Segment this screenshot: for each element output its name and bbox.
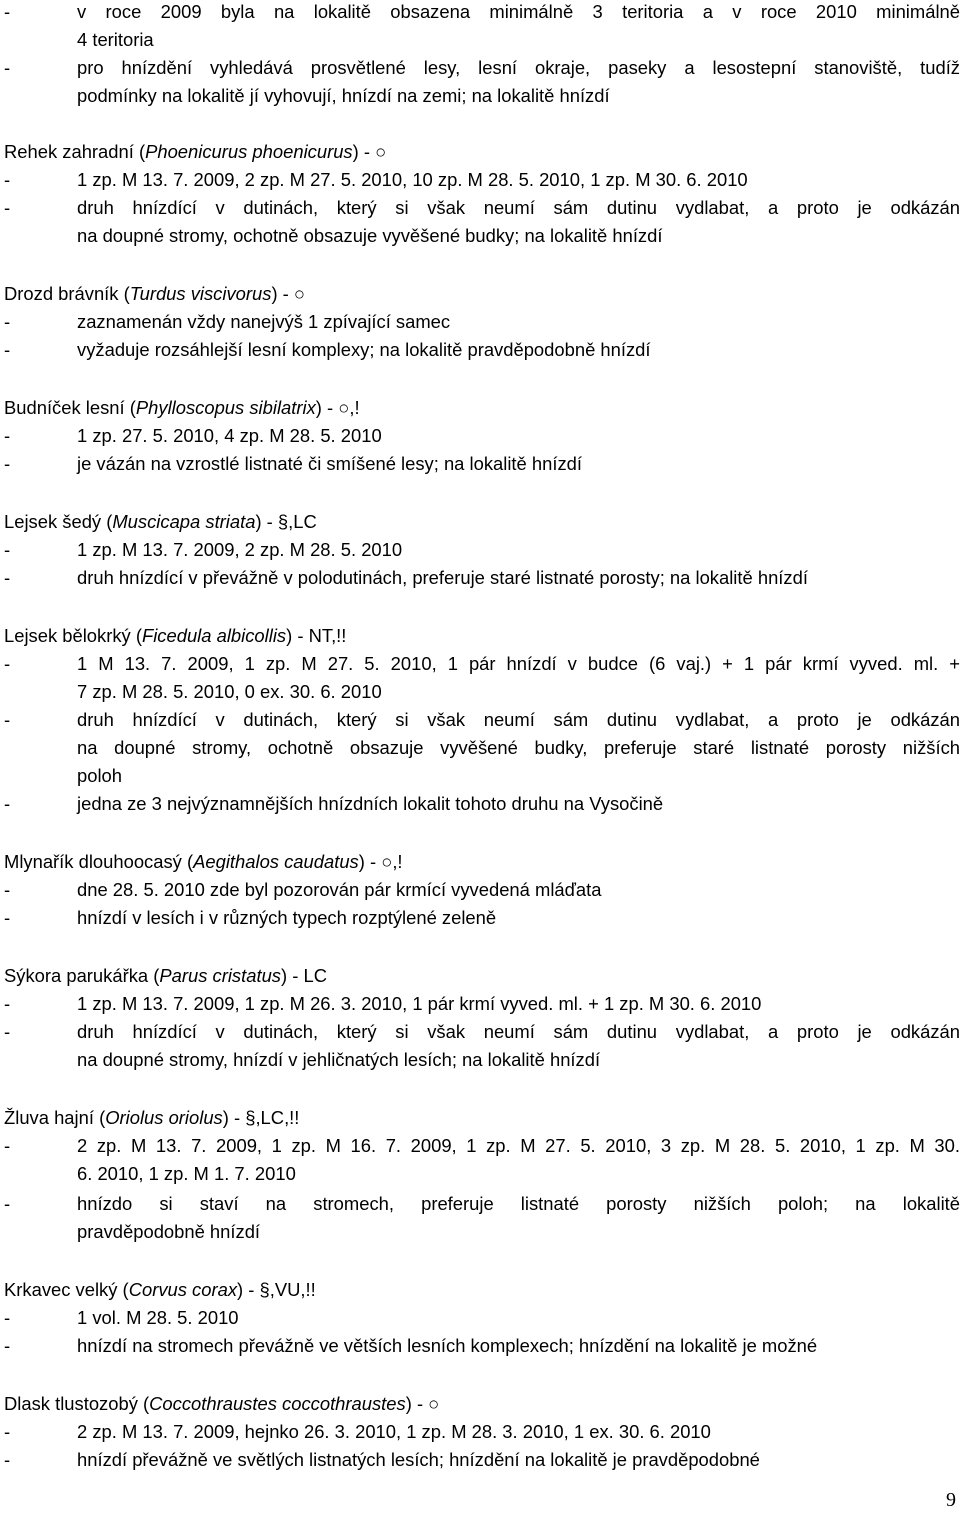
- species-heading: [4, 1276, 316, 1304]
- species-common-name: Lejsek bělokrký (: [4, 625, 142, 646]
- bullet-item: [4, 650, 960, 678]
- bullet-text: druh hnízdící v převážně v polodutinách, preferuje staré listnaté porosty; na lokalitě hnízdí: [77, 567, 808, 588]
- species-latin-name: Ficedula albicollis: [141, 625, 287, 646]
- species-latin-name: Aegithalos caudatus: [193, 851, 359, 872]
- species-heading: [4, 1104, 299, 1132]
- bullet-dash: -: [4, 1021, 11, 1042]
- bullet-text: 1 M 13. 7. 2009, 1 zp. M 27. 5. 2010, 1 pár hnízdí v budce (6 vaj.) + 1 pár krmí vyved. ml. +: [77, 653, 960, 674]
- bullet-dash: -: [4, 879, 11, 900]
- bullet-item: [4, 0, 960, 26]
- bullet-text: 4 teritoria: [77, 29, 154, 50]
- species-heading: [4, 280, 305, 308]
- bullet-dash: -: [4, 907, 11, 928]
- species-latin-name: Phylloscopus sibilatrix: [135, 397, 316, 418]
- species-status: ) - ○: [352, 141, 387, 162]
- bullet-text: v roce 2009 byla na lokalitě obsazena minimálně 3 teritoria a v roce 2010 minimálně: [77, 1, 960, 22]
- bullet-dash: -: [4, 453, 11, 474]
- bullet-dash: -: [4, 311, 11, 332]
- species-heading: [4, 508, 317, 536]
- bullet-dash: -: [4, 339, 11, 360]
- species-common-name: Rehek zahradní (: [4, 141, 146, 162]
- bullet-text: druh hnízdící v dutinách, který si však neumí sám dutinu vydlabat, a proto je odkázán: [77, 1021, 960, 1042]
- bullet-item: [4, 1190, 960, 1218]
- species-latin-name: Corvus corax: [128, 1279, 238, 1300]
- species-latin-name: Turdus viscivorus: [129, 283, 272, 304]
- species-common-name: Žluva hajní (: [4, 1107, 106, 1128]
- bullet-item: [4, 54, 960, 82]
- bullet-dash: -: [4, 1, 11, 22]
- bullet-text: 2 zp. M 13. 7. 2009, hejnko 26. 3. 2010, 1 zp. M 28. 3. 2010, 1 ex. 30. 6. 2010: [77, 1421, 711, 1442]
- bullet-text: druh hnízdící v dutinách, který si však neumí sám dutinu vydlabat, a proto je odkázán: [77, 197, 960, 218]
- bullet-dash: -: [4, 993, 11, 1014]
- species-status: ) - §,LC,!!: [222, 1107, 300, 1128]
- bullet-text: dne 28. 5. 2010 zde byl pozorován pár krmící vyvedená mláďata: [77, 879, 602, 900]
- species-latin-name: Parus cristatus: [159, 965, 281, 986]
- bullet-text: 1 zp. 27. 5. 2010, 4 zp. M 28. 5. 2010: [77, 425, 382, 446]
- species-status: ) - ○,!: [315, 397, 360, 418]
- bullet-item: [4, 1018, 960, 1046]
- bullet-dash: -: [4, 793, 11, 814]
- bullet-text: zaznamenán vždy nanejvýš 1 zpívající samec: [77, 311, 451, 332]
- bullet-dash: -: [4, 1193, 11, 1214]
- bullet-text: na doupné stromy, ochotně obsazuje vyvěšené budky, preferuje staré listnaté porosty nižších: [77, 737, 960, 758]
- bullet-dash: -: [4, 1135, 11, 1156]
- bullet-dash: -: [4, 653, 11, 674]
- bullet-text: hnízdí převážně ve světlých listnatých lesích; hnízdění na lokalitě je pravděpodobné: [77, 1449, 760, 1470]
- species-common-name: Dlask tlustozobý (: [4, 1393, 150, 1414]
- bullet-text: na doupné stromy, ochotně obsazuje vyvěšené budky; na lokalitě hnízdí: [77, 225, 663, 246]
- bullet-dash: -: [4, 1421, 11, 1442]
- species-latin-name: Coccothraustes coccothraustes: [149, 1393, 406, 1414]
- bullet-text: 1 vol. M 28. 5. 2010: [77, 1307, 239, 1328]
- species-common-name: Sýkora parukářka (: [4, 965, 160, 986]
- species-common-name: Krkavec velký (: [4, 1279, 129, 1300]
- bullet-dash: -: [4, 197, 11, 218]
- bullet-dash: -: [4, 425, 11, 446]
- species-heading: [4, 138, 386, 166]
- species-heading: [4, 622, 346, 650]
- species-status: ) - LC: [281, 965, 327, 986]
- species-common-name: Budníček lesní (: [4, 397, 136, 418]
- bullet-text: pravděpodobně hnízdí: [77, 1221, 261, 1242]
- species-heading: [4, 962, 327, 990]
- species-latin-name: Oriolus oriolus: [105, 1107, 223, 1128]
- bullet-text: 1 zp. M 13. 7. 2009, 1 zp. M 26. 3. 2010, 1 pár krmí vyved. ml. + 1 zp. M 30. 6. 2010: [77, 993, 762, 1014]
- species-status: ) - NT,!!: [286, 625, 347, 646]
- bullet-dash: -: [4, 1449, 11, 1470]
- bullet-dash: -: [4, 567, 11, 588]
- bullet-text: jedna ze 3 nejvýznamnějších hnízdních lokalit tohoto druhu na Vysočině: [77, 793, 664, 814]
- bullet-text: podmínky na lokalitě jí vyhovují, hnízdí na zemi; na lokalitě hnízdí: [77, 85, 610, 106]
- bullet-text: je vázán na vzrostlé listnaté či smíšené lesy; na lokalitě hnízdí: [77, 453, 582, 474]
- species-heading: [4, 1390, 439, 1418]
- bullet-text: na doupné stromy, hnízdí v jehličnatých lesích; na lokalitě hnízdí: [77, 1049, 601, 1070]
- bullet-text: poloh: [77, 765, 122, 786]
- page-number: 9: [946, 1489, 956, 1511]
- bullet-text: 1 zp. M 13. 7. 2009, 2 zp. M 28. 5. 2010: [77, 539, 403, 560]
- species-status: ) - ○,!: [358, 851, 403, 872]
- bullet-text: 6. 2010, 1 zp. M 1. 7. 2010: [77, 1163, 296, 1184]
- bullet-text: 2 zp. M 13. 7. 2009, 1 zp. M 16. 7. 2009, 1 zp. M 27. 5. 2010, 3 zp. M 28. 5. 2010, 1 zp. M 30.: [77, 1135, 960, 1156]
- species-status: ) - §,VU,!!: [237, 1279, 316, 1300]
- bullet-text: 1 zp. M 13. 7. 2009, 2 zp. M 27. 5. 2010, 10 zp. M 28. 5. 2010, 1 zp. M 30. 6. 2010: [77, 169, 748, 190]
- species-latin-name: Phoenicurus phoenicurus: [145, 141, 353, 162]
- bullet-dash: -: [4, 1307, 11, 1328]
- bullet-dash: -: [4, 539, 11, 560]
- species-status: ) - ○: [405, 1393, 440, 1414]
- species-common-name: Lejsek šedý (: [4, 511, 113, 532]
- bullet-dash: -: [4, 169, 11, 190]
- species-heading: [4, 394, 360, 422]
- bullet-text: hnízdí v lesích i v různých typech rozptýlené zeleně: [77, 907, 497, 928]
- bullet-dash: -: [4, 57, 11, 78]
- bullet-continuation: [4, 734, 960, 762]
- species-heading: [4, 848, 403, 876]
- species-latin-name: Muscicapa striata: [112, 511, 256, 532]
- bullet-dash: -: [4, 1335, 11, 1356]
- bullet-text: hnízdí na stromech převážně ve větších lesních komplexech; hnízdění na lokalitě je možné: [77, 1335, 818, 1356]
- species-status: ) - §,LC: [255, 511, 317, 532]
- species-common-name: Mlynařík dlouhoocasý (: [4, 851, 194, 872]
- bullet-text: druh hnízdící v dutinách, který si však neumí sám dutinu vydlabat, a proto je odkázán: [77, 709, 960, 730]
- bullet-text: pro hnízdění vyhledává prosvětlené lesy, lesní okraje, paseky a lesostepní stanoviště, tudíž: [77, 57, 960, 78]
- species-status: ) - ○: [271, 283, 306, 304]
- bullet-dash: -: [4, 709, 11, 730]
- bullet-item: [4, 706, 960, 734]
- bullet-text: vyžaduje rozsáhlejší lesní komplexy; na lokalitě pravděpodobně hnízdí: [77, 339, 651, 360]
- bullet-text: hnízdo si staví na stromech, preferuje listnaté porosty nižších poloh; na lokalitě: [77, 1193, 960, 1214]
- bullet-item: [4, 1132, 960, 1160]
- bullet-text: 7 zp. M 28. 5. 2010, 0 ex. 30. 6. 2010: [77, 681, 382, 702]
- bullet-item: [4, 194, 960, 222]
- species-common-name: Drozd brávník (: [4, 283, 130, 304]
